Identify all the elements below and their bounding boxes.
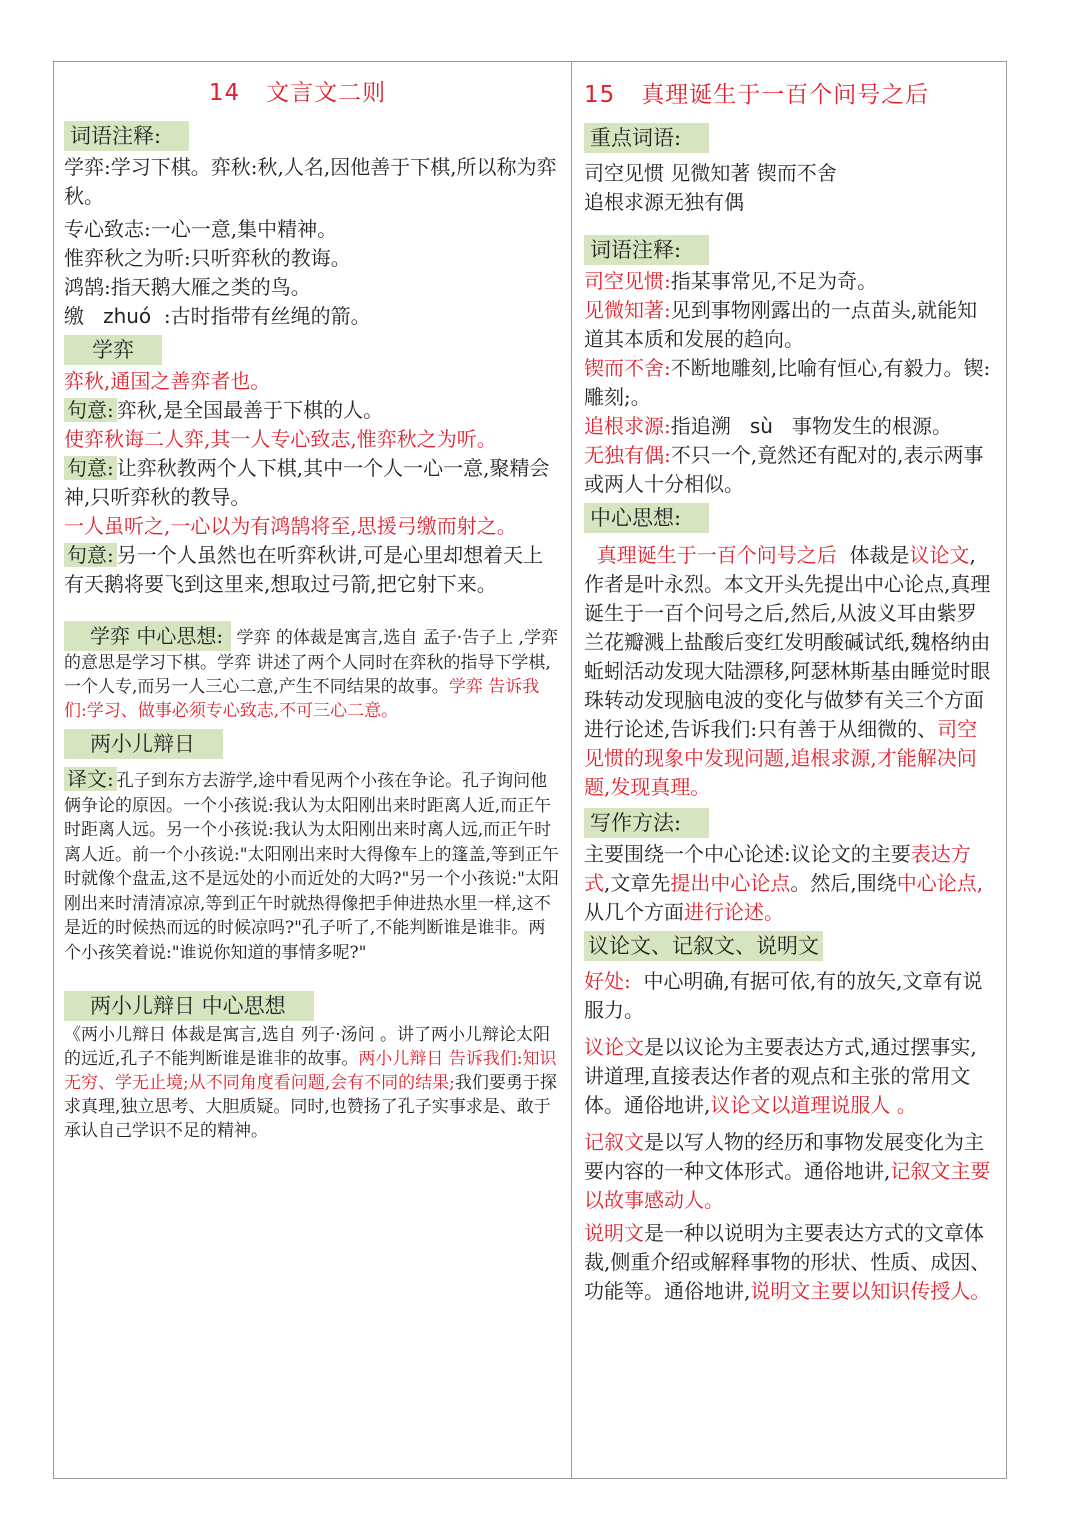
classical-line: 使弈秋诲二人弈,其一人专心致志,惟弈秋之为听。	[64, 427, 497, 451]
vocab-entry: 学弈:学习下棋。弈秋:秋,人名,因他善于下棋,所以称为弈秋。	[64, 155, 557, 208]
line-translation: 句意: 另一个人虽然也在听弈秋讲,可是心里却想着天上有天鹅将要飞到这里来,想取过弓箭,把它射下来。	[64, 543, 544, 596]
lesson-number: 14	[208, 80, 241, 106]
vocab-entry: 缴 zhuó :古时指带有丝绳的箭。	[64, 304, 371, 328]
page-frame	[53, 61, 1007, 1479]
lesson-title: 真理诞生于一百个问号之后	[641, 82, 930, 108]
vocab-entry: 无独有偶:不只一个,竟然还有配对的,表示两事或两人十分相似。	[584, 443, 984, 496]
right-column	[572, 62, 1006, 1478]
expository-definition: 说明文是一种以说明为主要表达方式的文章体裁,侧重介绍或解释事物的形状、性质、成因、功能等。通俗地讲,说明文主要以知识传授人。	[584, 1221, 991, 1303]
lesson-15-title	[584, 76, 994, 109]
vocab-heading: 词语注释:	[64, 121, 561, 151]
section-heading-liang: 两小儿辩日	[64, 729, 561, 759]
writing-method-text: 主要围绕一个中心论述:议论文的主要表达方式,文章先提出中心论点。然后,围绕中心论点,从几个方面进行论述。	[584, 842, 984, 924]
vocab-entry: 锲而不舍:不断地雕刻,比喻有恒心,有毅力。锲:雕刻;。	[584, 356, 991, 409]
vocab-entry: 惟弈秋之为听:只听弈秋的教诲。	[64, 246, 351, 270]
vocab-entry: 见微知著:见到事物刚露出的一点苗头,就能知道其本质和发展的趋向。	[584, 298, 978, 351]
lesson-14-title	[54, 74, 561, 107]
line-translation: 句意: 弈秋,是全国最善于下棋的人。	[64, 396, 561, 425]
liang-central-idea: 《两小儿辩日 体裁是寓言,选自 列子·汤问 。讲了两小儿辩论太阳的远近,孔子不能判断谁是谁非的故事。两小儿辩日 告诉我们:知识无穷、学无止境;从不同角度看问题,会有不同的结果;我们要勇于探求真理,独立思考、大胆质疑。同时,也赞扬了孔子实事求是、敢于承认自己学识不足的精神。	[64, 1025, 557, 1141]
vocab-heading: 词语注释:	[584, 235, 994, 265]
vocab-entry: 专心致志:一心一意,集中精神。	[64, 217, 338, 241]
key-words: 司空见惯 见微知著 锲而不舍	[584, 161, 837, 185]
pinyin: zhuó	[103, 304, 152, 328]
vocab-entry: 司空见惯:指某事常见,不足为奇。	[584, 269, 878, 293]
lesson-number: 15	[584, 82, 616, 108]
key-words: 追根求源无独有偶	[584, 190, 744, 214]
classical-line: 一人虽听之,一心以为有鸿鹄将至,思援弓缴而射之。	[64, 514, 517, 538]
benefit-text: 好处: 中心明确,有据可依,有的放矢,文章有说服力。	[584, 969, 983, 1022]
central-idea-text: 真理诞生于一百个问号之后 体裁是议论文,作者是叶永烈。本文开头先提出中心论点,真理诞生于一百个问号之后,然后,从波义耳由紫罗兰花瓣溅上盐酸后变红发明酸碱试纸,魏格纳由蚯蚓活动发现大陆漂移,阿瑟林斯基由睡觉时眼珠转动发现脑电波的变化与做梦有关三个方面进行论述,告诉我们:只有善于从细微的、司空见惯的现象中发现问题,追根求源,才能解决问题,发现真理。	[584, 543, 991, 799]
lesson-title: 文言文二则	[266, 80, 387, 106]
line-translation: 句意: 让弈秋教两个人下棋,其中一个人一心一意,聚精会神,只听弈秋的教导。	[64, 456, 550, 509]
vocab-entry: 鸿鹄:指天鹅大雁之类的鸟。	[64, 275, 311, 299]
narrative-definition: 记叙文是以写人物的经历和事物发展变化为主要内容的一种文体形式。通俗地讲,记叙文主要以故事感动人。	[584, 1130, 991, 1212]
pinyin: sù	[749, 414, 773, 438]
text-types-heading: 议论文、记叙文、说明文	[584, 931, 994, 961]
argumentative-definition: 议论文是以议论为主要表达方式,通过摆事实,讲道理,直接表达作者的观点和主张的常用文体。通俗地讲,议论文以道理说服人 。	[584, 1035, 977, 1117]
left-column	[54, 62, 572, 1478]
liang-idea-heading: 两小儿辩日 中心思想	[64, 991, 561, 1021]
section-heading-xueyi: 学弈	[64, 335, 561, 365]
liang-translation: 译文: 孔子到东方去游学,途中看见两个小孩在争论。孔子询问他俩争论的原因。一个小孩说:我认为太阳刚出来时距离人近,而正午时距离人远。另一个小孩说:我认为太阳刚出来时离人远,而正午时离人近。前一个小孩说:"太阳刚出来时大得像车上的篷盖,等到正午时就像个盘盂,这不是远处的小而近处的大吗?"另一个小孩说:"太阳刚出来时清清凉凉,等到正午时就热得像把手伸进热水里一样,这不是近的时候热而远的时候凉吗?"孔子听了,不能判断谁是谁非。两个小孩笑着说:"谁说你知道的事情多呢?"	[64, 767, 559, 963]
central-idea-heading: 中心思想:	[584, 503, 994, 533]
writing-method-heading: 写作方法:	[584, 808, 994, 838]
key-words-heading: 重点词语:	[584, 123, 994, 153]
classical-line: 弈秋,通国之善弈者也。	[64, 369, 271, 393]
vocab-entry: 追根求源:指追溯 sù 事物发生的根源。	[584, 414, 953, 438]
xueyi-central-idea: 学弈 中心思想: 学弈 的体裁是寓言,选自 孟子·告子上 ,学弈 的意思是学习下棋。学弈 讲述了两个人同时在弈秋的指导下学棋,一个人专,而另一人三心二意,产生不同结果的故事。学弈 告诉我们:学习、做事必须专心致志,不可三心二意。	[64, 621, 561, 723]
